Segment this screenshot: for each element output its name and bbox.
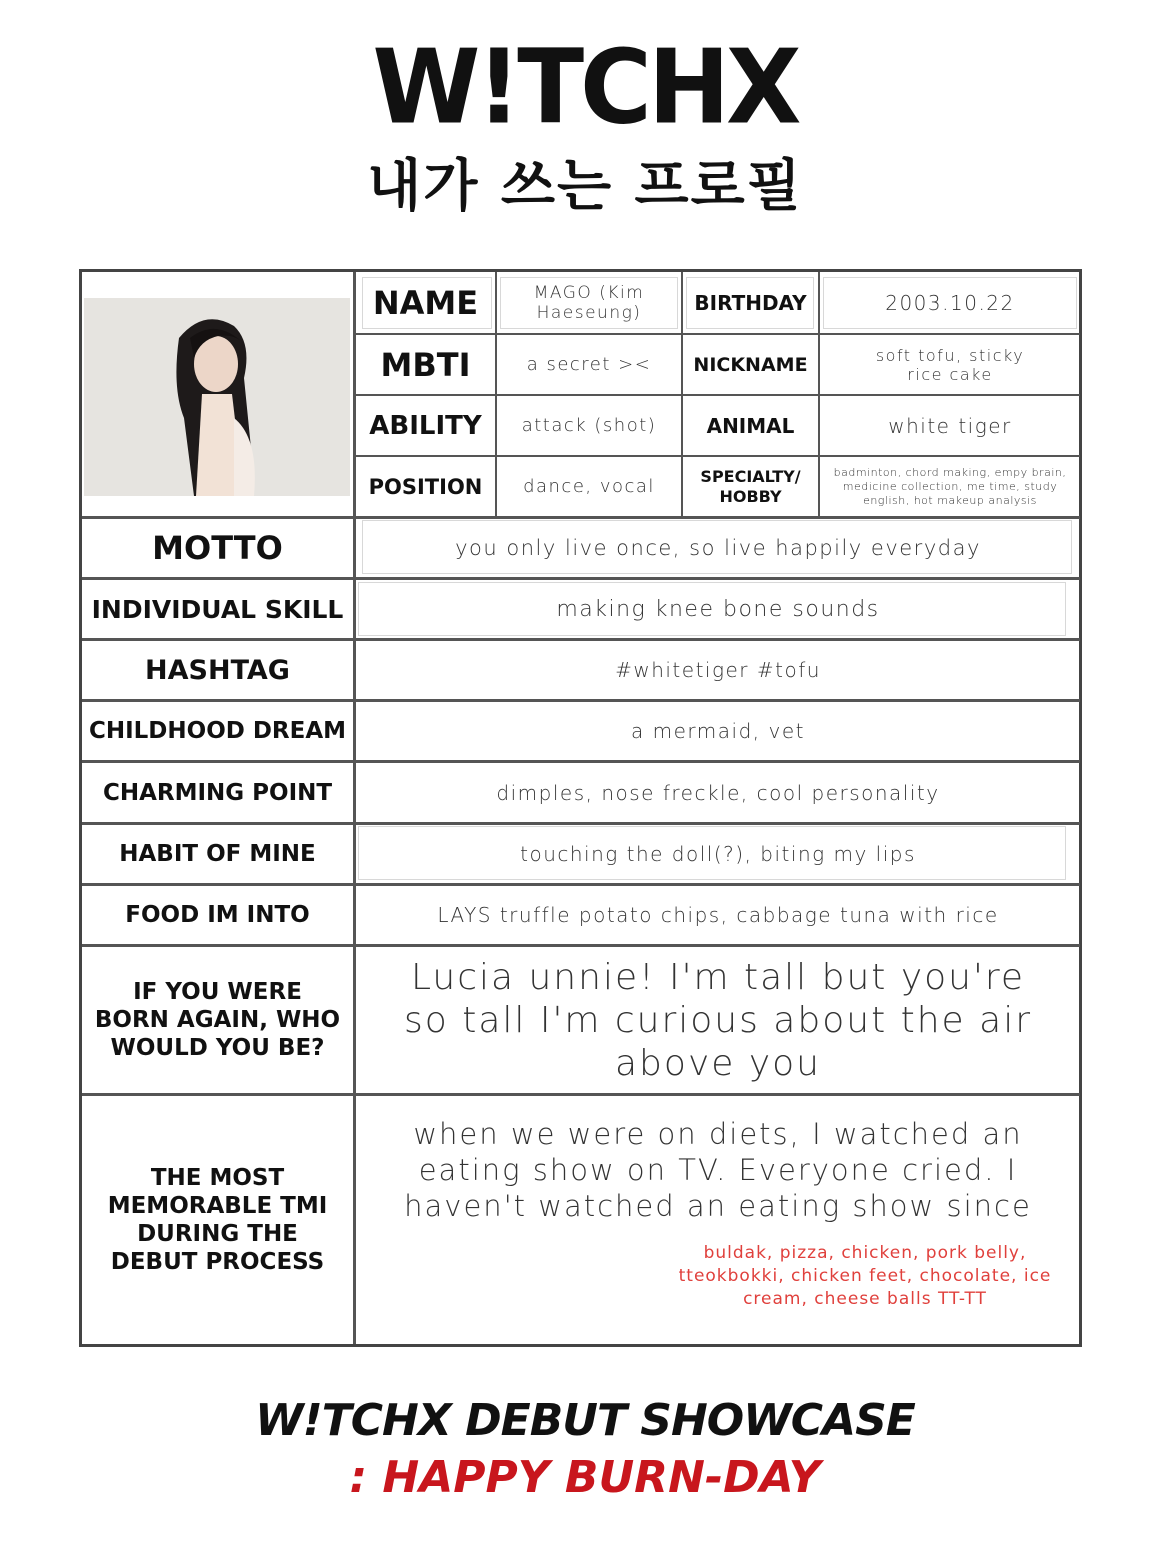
reborn-label: IF YOU WERE BORN AGAIN, WHO WOULD YOU BE?: [94, 979, 341, 1061]
hashtag-label: HASHTAG: [145, 654, 290, 686]
tmi-label: THE MOST MEMORABLE TMI DURING THE DEBUT PROCESS: [107, 1165, 328, 1275]
showcase-title: W!TCHX DEBUT SHOWCASE: [255, 1395, 915, 1446]
name-value: MAGO (Kim Haeseung): [533, 282, 645, 323]
name-label: NAME: [372, 283, 479, 322]
portrait-illustration: [84, 298, 350, 496]
tmi-value: when we were on diets, I watched an eating show on TV. Everyone cried. I haven't watched an eating show since: [404, 1117, 1032, 1223]
nickname-value: soft tofu, sticky rice cake: [875, 345, 1025, 384]
ability-value: attack (shot): [521, 415, 657, 436]
mbti-value: a secret ><: [526, 354, 652, 375]
mbti-label: MBTI: [380, 345, 471, 384]
dream-value: a mermaid, vet: [631, 719, 805, 743]
food-label: FOOD IM INTO: [125, 902, 310, 928]
tmi-note: buldak, pizza, chicken, pork belly, tteokbokki, chicken feet, chocolate, ice cream, cheese balls TT-TT: [678, 1242, 1052, 1309]
motto-label: MOTTO: [152, 529, 283, 567]
member-photo: [84, 298, 350, 496]
habit-value: touching the doll(?), biting my lips: [520, 842, 916, 866]
animal-label: ANIMAL: [706, 413, 795, 438]
group-logo: W!TCHX: [372, 28, 798, 148]
charm-label: CHARMING POINT: [102, 779, 333, 806]
food-value: LAYS truffle potato chips, cabbage tuna with rice: [437, 903, 999, 927]
birthday-value: 2003.10.22: [885, 290, 1015, 315]
birthday-label: BIRTHDAY: [694, 290, 807, 315]
hashtag-value: #whitetiger #tofu: [615, 658, 821, 682]
ability-label: ABILITY: [369, 410, 482, 441]
specialty-value: badminton, chord making, empy brain, medicine collection, me time, study english, hot makeup analysis: [833, 465, 1067, 507]
charm-value: dimples, nose freckle, cool personality: [496, 780, 940, 805]
skill-label: INDIVIDUAL SKILL: [91, 594, 344, 624]
nickname-label: NICKNAME: [693, 353, 808, 376]
specialty-label: SPECIALTY/ HOBBY: [700, 466, 801, 506]
showcase-subtitle: : HAPPY BURN-DAY: [349, 1452, 821, 1503]
habit-label: HABIT OF MINE: [119, 841, 316, 867]
motto-value: you only live once, so live happily everyday: [455, 536, 981, 560]
animal-value: white tiger: [888, 413, 1012, 438]
position-value: dance, vocal: [523, 476, 655, 497]
reborn-value: Lucia unnie! I'm tall but you're so tall I'm curious about the air above you: [403, 956, 1033, 1084]
skill-value: making knee bone sounds: [556, 596, 880, 622]
position-label: POSITION: [368, 474, 483, 499]
dream-label: CHILDHOOD DREAM: [88, 718, 347, 744]
page-subtitle: 내가 쓰는 프로필: [367, 154, 803, 219]
